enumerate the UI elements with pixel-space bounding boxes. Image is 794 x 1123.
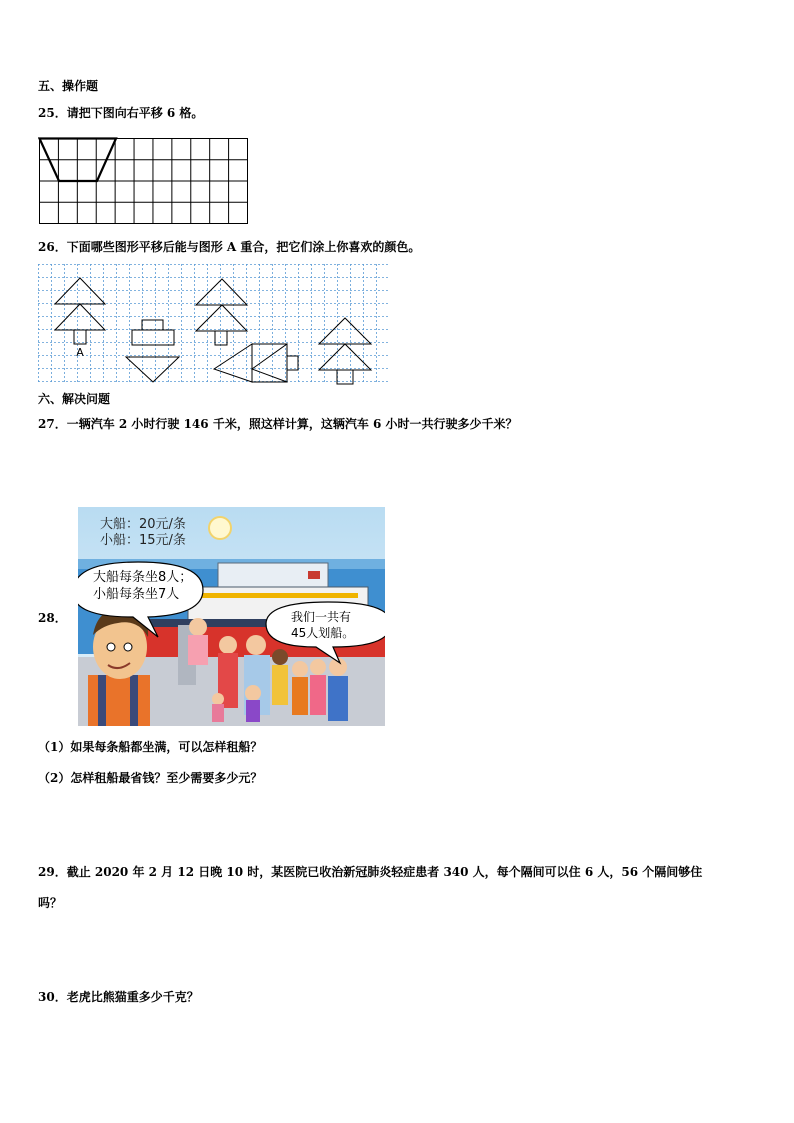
question-text: 老虎比熊猫重多少千克？: [66, 990, 199, 1004]
section-five-heading: 五、操作题: [38, 79, 99, 93]
question-number: 26．: [38, 240, 67, 254]
question-number: 25．: [38, 106, 67, 120]
question-number: 29．: [38, 865, 67, 879]
question-28-sub-1: （1）如果每条船都坐满，可以怎样租船？: [38, 740, 263, 754]
question-28-sub-2: （2）怎样租船最省钱？至少需要多少元？: [38, 771, 263, 785]
question-text: 一辆汽车 2 小时行驶 146 千米，照这样计算，这辆汽车 6 小时一共行驶多少千米？: [66, 417, 518, 431]
question-29-line-1: [38, 865, 702, 879]
question-30: [38, 990, 199, 1004]
bubble-left-line-2: 小船每条坐7人: [93, 587, 180, 602]
q26-grid-figure: [38, 264, 390, 386]
tree-shape-5: [319, 318, 371, 384]
question-number: 27．: [38, 417, 67, 431]
question-28-number: 28．: [38, 611, 67, 625]
price-big-boat: 大船：20元/条: [100, 517, 186, 532]
tree-shape-3: [196, 279, 247, 345]
section-six-heading: 六、解决问题: [38, 392, 111, 406]
price-small-boat: 小船：15元/条: [100, 533, 186, 548]
bubble-right-line-1: 我们一共有: [291, 610, 352, 624]
bubble-left-line-1: 大船每条坐8人；: [93, 570, 193, 585]
bubble-right-line-2: 45人划船。: [291, 626, 355, 640]
tree-shape-a: [55, 278, 105, 344]
question-29-line-2: 吗？: [38, 896, 63, 910]
q28-illustration: [78, 507, 385, 726]
question-text: 下面哪些图形平移后能与图形 A 重合，把它们涂上你喜欢的颜色。: [66, 240, 421, 254]
question-26: [38, 240, 420, 254]
question-text: 请把下图向右平移 6 格。: [66, 106, 204, 120]
sun-icon: [209, 517, 231, 539]
question-25: [38, 106, 203, 120]
question-number: 30．: [38, 990, 67, 1004]
q25-grid-figure: [38, 137, 250, 227]
question-27: [38, 417, 518, 431]
question-text: 截止 2020 年 2 月 12 日晚 10 时，某医院已收治新冠肺炎轻症患者 340 人，每个隔间可以住 6 人，56 个隔间够住: [66, 865, 703, 879]
figure-label-a: A: [76, 346, 84, 359]
